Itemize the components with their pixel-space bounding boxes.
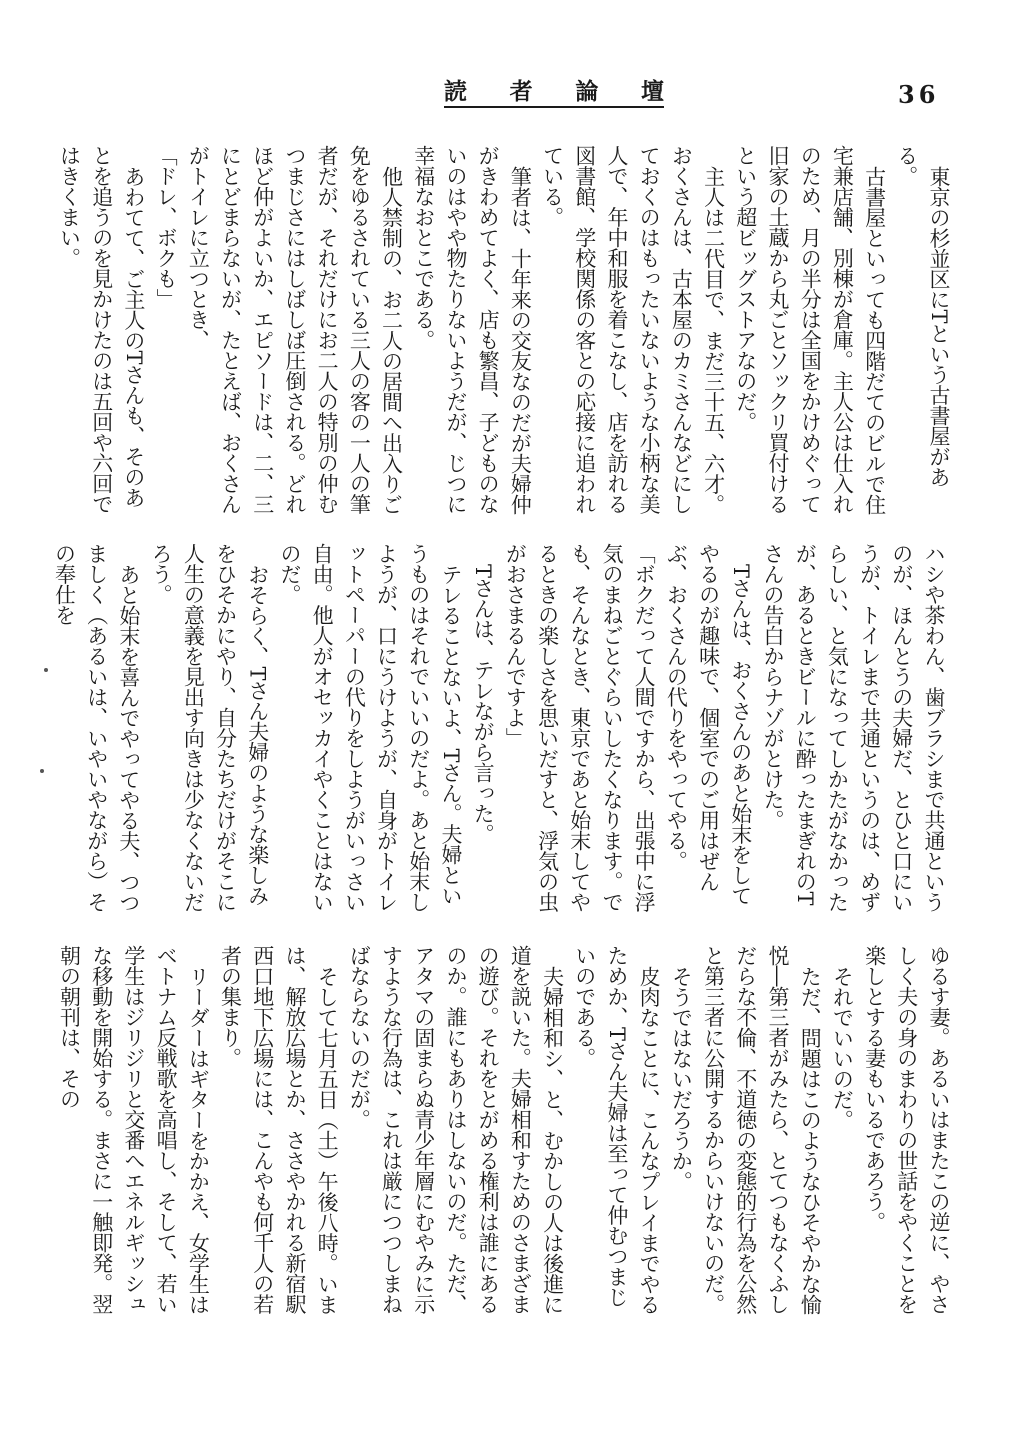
page-number: 36 xyxy=(898,80,940,109)
paragraph: 古書屋といっても四階だてのビルで住宅兼店舗、別棟が倉庫。主人公は仕入れのため、月の半分は全国をかけめぐって旧家の土蔵から丸ごとソックリ買付けるという超ビッグストアなのだ。 xyxy=(733,145,887,515)
paragraph: Tさんは、テレながら言った。 xyxy=(471,564,496,845)
title-char-3: 論 xyxy=(575,78,599,105)
paragraph: 皮肉なことに、こんなプレイまでやるためか、Tさん夫婦は至って仲むつまじいのである。 xyxy=(572,945,662,1315)
paragraph: 夫婦相和シ、と、むかしの人は後進に道を説いた。夫婦相和すためのさまざまの遊び。それをとがめる権利は誰にあるのか。誰にもありはしないのだ。ただ、アタマの固まらぬ青少年層にむやみに示すような行為は、これは厳につつしまねばならないのだが。 xyxy=(347,945,565,1315)
paragraph: それでいいのだ。 xyxy=(830,966,855,1130)
text-block-bottom xyxy=(57,945,955,1325)
paragraph: あと始末を喜んでやってやる夫、つつましく（あるいは、いやいやながら）その奉仕を xyxy=(52,543,141,913)
paragraph: 主人は二代目で、まだ三十五、六才。おくさんは、古本屋のカミさんなどにしておくのはもったいないような小柄な美人で、年中和服を着こなし、店を訪れる図書館、学校関係の客との応接に追われている。 xyxy=(540,145,726,515)
paragraph: リーダーはギターをかかえ、女学生はベトナム反戦歌を高唱し、そして、若い学生はジリジリと交番へエネルギッシュな移動を開始する。まさに一触即発。翌朝の朝刊は、その xyxy=(57,945,211,1315)
paragraph: 東京の杉並区にTという古書屋がある。 xyxy=(894,145,951,488)
section-title xyxy=(444,72,664,108)
text-block-top xyxy=(57,145,955,519)
paragraph: 「ドレ、ボクも」 xyxy=(154,145,179,309)
paragraph: そうではないだろうか。 xyxy=(669,966,694,1192)
text-block-middle xyxy=(52,543,950,918)
scan-speck xyxy=(44,668,48,672)
paragraph: ゆるす妻。あるいはまたこの逆に、やさしく夫の身のまわりの世話をやくことを楽しとする妻もいるであろう。 xyxy=(862,945,951,1314)
paragraph: Tさんは、おくさんのあと始末をしてやるのが趣味で、個室でのご用はぜんぶ、おくさんの代りをやってやる。 xyxy=(664,543,753,906)
paragraph: ただ、問題はこのようなひそやかな愉悦―第三者がみたら、とてつもなくふしだらな不倫、不道徳の変態的行為を公然と第三者に公開するからいけないのだ。 xyxy=(701,945,823,1315)
paragraph: おそらく、Tさん夫婦のような楽しみをひそかにやり、自分たちだけがそこに人生の意義を見出す向きは少なくないだろう。 xyxy=(149,543,270,912)
paragraph: 他人禁制の、お二人の居間へ出入りご免をゆるされている三人の客の一人の筆者だが、それだけにお二人の特別の仲むつまじさにはしばしば圧倒される。どれほど仲がよいか、エピソードは、二、三にとどまらないが、たとえば、おくさんがトイレに立つとき、 xyxy=(186,145,404,515)
title-char-2: 者 xyxy=(509,78,533,105)
paragraph: 筆者は、十年来の交友なのだが夫婦仲がきわめてよく、店も繁昌、子どものないのはやや物たりないようだが、じつに幸福なおとこである。 xyxy=(411,145,533,515)
paragraph: 「ボクだって人間ですから、出張中に浮気のまねごとぐらいしたくなります。でも、そんなとき、東京であと始末してやるときの楽しさを思いだすと、浮気の虫がおさまるんですよ」 xyxy=(503,543,657,912)
scan-speck xyxy=(40,769,44,773)
title-char-4: 壇 xyxy=(640,78,664,105)
paragraph: そして七月五日（土）午後八時。いまは、解放広場とか、ささやかれる新宿駅西口地下広場には、こんやも何千人の若者の集まり。 xyxy=(218,945,340,1315)
title-char-1: 読 xyxy=(444,78,467,105)
paragraph: あわてて、ご主人のTさんも、そのあとを追うのを見かけたのは五回や六回ではきくまい。 xyxy=(57,145,146,514)
paragraph: ハシや茶わん、歯ブラシまで共通というのが、ほんとうの夫婦だ、とひと口にいうが、トイレまで共通というのは、めずらしい、と気になってしかたがなかったが、あるときビールに酔ったまぎれのTさんの告白からナゾがとけた。 xyxy=(760,543,946,912)
paragraph: テレることないよ、Tさん。夫婦というものはそれでいいのだよ。あと始末しようが、口にうけようが、自身がトイレットペーパーの代りをしようがいっさい自由。他人がオセッカイやくことはないのだ。 xyxy=(277,543,463,912)
